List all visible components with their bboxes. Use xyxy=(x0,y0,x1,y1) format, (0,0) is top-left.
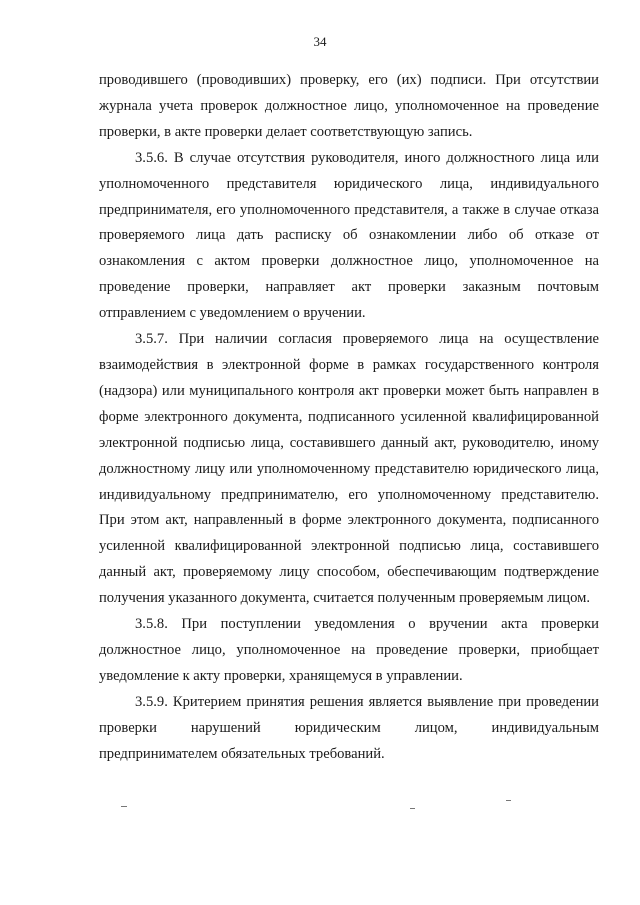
paragraph-3-5-6: 3.5.6. В случае отсутствия руководителя, иного должностного лица или уполномоченного представителя юридического лица, индивидуального предпринимателя, его уполномоченного представителя, а также в случае отказа проверяемого лица дать расписку об ознакомлении либо об отказе от ознакомления с актом проверки должностное лицо, уполномоченное на проведение проверки, направляет акт проверки заказным почтовым отправлением с уведомлением о вручении. xyxy=(99,149,599,322)
paragraph-3-5-7: 3.5.7. При наличии согласия проверяемого лица на осуществление взаимодействия в электронной форме в рамках государственного контроля (надзора) или муниципального контроля акт проверки может быть направлен в форме электронного документа, подписанного усиленной квалифицированной электронной подписью лица, составившего данный акт, руководителю, иному должностному лицу или уполномоченному представителю юридического лица, индивидуальному предпринимателю, его уполномоченному представителю. При этом акт, направленный в форме электронного документа, подписанного усиленной квалифицированной электронной подписью лица, составившего данный акт, проверяемому лицу способом, обеспечивающим подтверждение получения указанного документа, считается полученным проверяемым лицом. xyxy=(99,331,599,607)
scan-artifact xyxy=(410,808,415,809)
scan-artifact xyxy=(506,800,511,801)
document-body xyxy=(99,68,599,767)
paragraph-3-5-9: 3.5.9. Критерием принятия решения является выявление при проведении проверки нарушений юридическим лицом, индивидуальным предпринимателем обязательных требований. xyxy=(99,693,599,762)
paragraph-continuation: проводившего (проводивших) проверку, его (их) подписи. При отсутствии журнала учета проверок должностное лицо, уполномоченное на проведение проверки, в акте проверки делает соответствующую запись. xyxy=(99,72,599,140)
page-number: 34 xyxy=(313,34,327,49)
scan-artifact xyxy=(121,806,127,807)
paragraph-3-5-8: 3.5.8. При поступлении уведомления о вручении акта проверки должностное лицо, уполномоченное на проведение проверки, приобщает уведомление к акту проверки, хранящемуся в управлении. xyxy=(99,616,599,684)
